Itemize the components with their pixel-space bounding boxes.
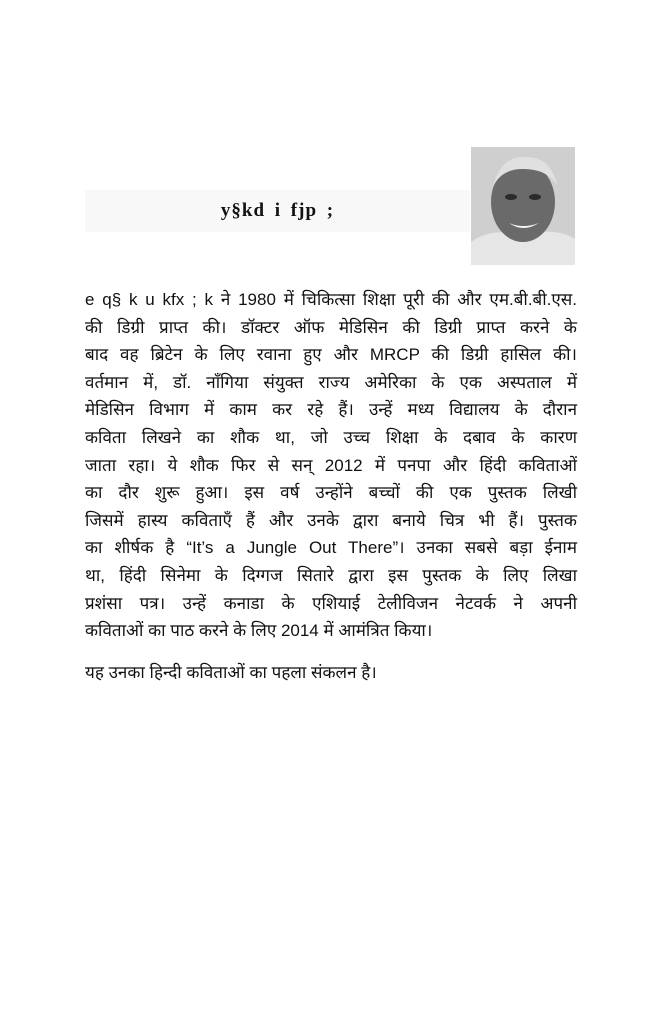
text-line: बाद वह ब्रिटेन के लिए रवाना हुए और MRCP की डिग्री हासिल की। bbox=[85, 345, 577, 365]
text-line: कविताओं का पाठ करने के लिए 2014 में आमंत्रित किया। bbox=[85, 621, 433, 641]
text-line: कविता लिखने का शौक था, जो उच्च शिक्षा के दबाव के कारण bbox=[85, 427, 577, 447]
author-portrait-icon bbox=[471, 147, 575, 265]
author-photo bbox=[471, 147, 575, 265]
text-line: वर्तमान में, डॉ. नाँगिया संयुक्त राज्य अमेरिका के एक अस्पताल में bbox=[85, 372, 577, 392]
text-line: का शीर्षक है “It’s a Jungle Out There”। उनका सबसे बड़ा ईनाम bbox=[85, 538, 577, 558]
text-line: जाता रहा। ये शौक फिर से सन् 2012 में पनपा और हिंदी कविताओं bbox=[85, 455, 577, 475]
text-line: था, हिंदी सिनेमा के दिग्गज सितारे द्वारा इस पुस्तक के लिए लिखा bbox=[85, 565, 577, 585]
paragraph-2: यह उनका हिन्दी कविताओं का पहला संकलन है। bbox=[85, 662, 377, 682]
text-line: मेडिसिन विभाग में काम कर रहे हैं। उन्हें मध्य विद्यालय के दौरान bbox=[85, 400, 577, 420]
paragraph-1 bbox=[85, 286, 577, 645]
text-line: जिसमें हास्य कविताएँ हैं और उनके द्वारा बनाये चित्र भी हैं। पुस्तक bbox=[85, 510, 577, 530]
text-line: की डिग्री प्राप्त की। डॉक्टर ऑफ मेडिसिन की डिग्री प्राप्त करने के bbox=[85, 317, 577, 337]
text-line: का दौर शुरू हुआ। इस वर्ष उन्होंने बच्चों की एक पुस्तक लिखी bbox=[85, 483, 577, 503]
text-line: प्रशंसा पत्र। उन्हें कनाडा के एशियाई टेलीविजन नेटवर्क ने अपनी bbox=[85, 593, 577, 613]
text-line: e q§ k u kfx ; k ने 1980 में चिकित्सा शिक्षा पूरी की और एम.बी.बी.एस. bbox=[85, 290, 577, 309]
biography-text bbox=[85, 286, 577, 686]
page-heading: y§kd i fjp ; bbox=[220, 200, 335, 221]
